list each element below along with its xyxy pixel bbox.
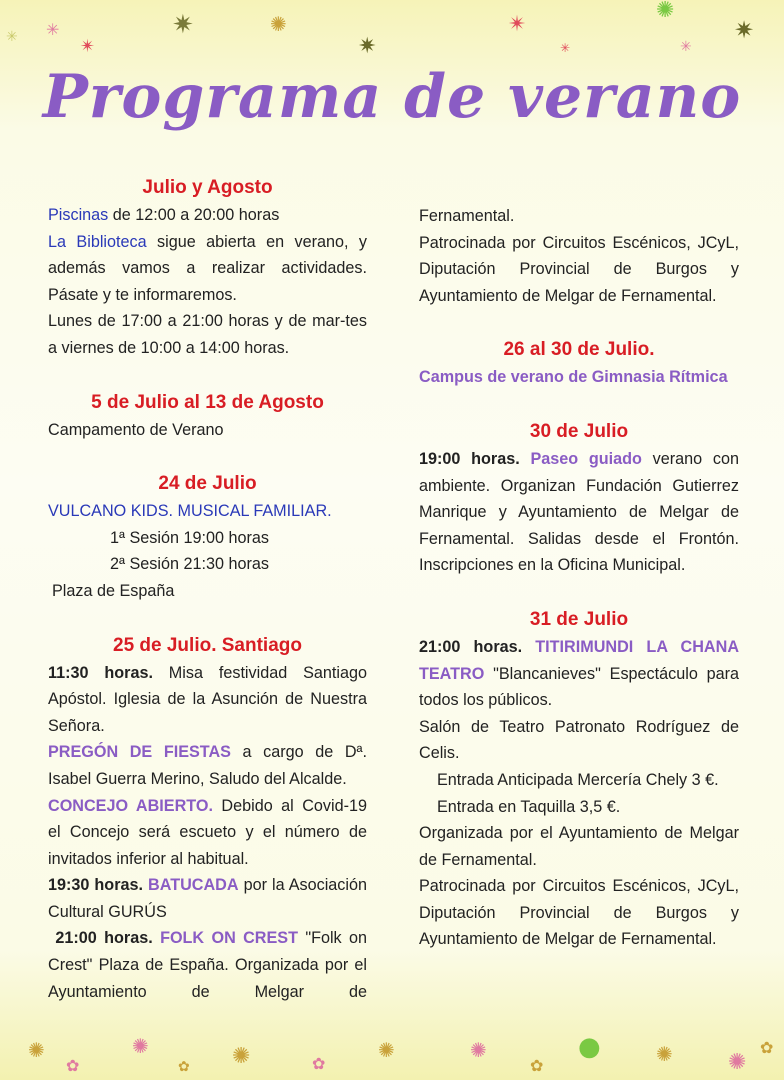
section-heading: 30 de Julio: [529, 420, 629, 442]
star-icon: ✺: [270, 12, 287, 36]
paragraph: Organizada por el Ayuntamiento de Melgar de Fernamental.: [419, 824, 739, 869]
paragraph: Plaza de España: [52, 581, 175, 600]
section-heading: 24 de Julio: [158, 473, 257, 495]
paragraph: Patrocinada por Circuitos Escénicos, JCyL, Diputación Provincial de Burgos y Ayuntamiento de Melgar de Fernamental.: [419, 877, 739, 949]
paragraph: Campamento de Verano: [48, 420, 224, 439]
star-icon: ✳: [6, 29, 18, 45]
highlight-text: Paseo guiado: [530, 449, 642, 468]
section-heading: 31 de Julio: [529, 608, 629, 630]
body-text: Misa festividad Santiago Apóstol. Iglesia de la Asunción de Nuestra Señora.: [48, 663, 367, 735]
body-text: de 12:00 a 20:00 horas: [108, 206, 280, 224]
paragraph: [48, 660, 367, 740]
highlight-text: TITIRIMUNDI LA CHANA TEATRO: [419, 637, 740, 683]
time-label: 11:30 horas.: [48, 663, 153, 682]
time-label: 19:00 horas.: [419, 449, 520, 468]
time-label: 21:00 horas.: [55, 929, 153, 948]
flower-icon: ✿: [178, 1059, 190, 1075]
paragraph: Lunes de 17:00 a 21:00 horas y de mar-tes a viernes de 10:00 a 14:00 horas.: [48, 312, 367, 357]
section-heading: 25 de Julio. Santiago: [113, 634, 302, 656]
paragraph: Entrada Anticipada Mercería Chely 3 €.: [437, 770, 719, 789]
page-title: Programa de verano: [42, 62, 742, 132]
highlight-text: PREGÓN DE FIESTAS: [48, 743, 231, 762]
paragraph: 2ª Sesión 21:30 horas: [110, 555, 269, 574]
flower-icon: ✿: [66, 1056, 80, 1075]
flower-icon: ✿: [760, 1038, 774, 1057]
star-icon: ✷: [172, 10, 194, 40]
star-icon: ✷: [358, 34, 377, 59]
paragraph: [419, 634, 739, 714]
time-label: 19:30 horas.: [48, 876, 143, 895]
paragraph: VULCANO KIDS. MUSICAL FAMILIAR.: [48, 502, 332, 521]
flower-icon: ✺: [656, 1042, 673, 1066]
flower-icon: ✺: [232, 1044, 251, 1069]
body-text: verano con ambiente. Organizan Fundación Gutierrez Manrique y Ayuntamiento de Melgar de Fernamental. Salidas desde el Frontón. Inscripciones en la Oficina Municipal.: [419, 449, 739, 575]
star-icon: ✴: [508, 12, 527, 37]
link-text: Piscinas: [48, 206, 109, 224]
flower-icon: ✿: [530, 1056, 544, 1075]
body-text: a cargo de Dª. Isabel Guerra Merino, Saludo del Alcalde.: [48, 743, 367, 788]
paragraph: [48, 872, 367, 925]
star-icon: ✳: [560, 41, 571, 55]
star-icon: ✺: [656, 0, 675, 23]
flower-icon: ✺: [728, 1050, 747, 1075]
paragraph: Fernamental.: [419, 207, 515, 225]
section-heading: 5 de Julio al 13 de Agosto: [91, 391, 324, 413]
flower-icon: ●: [578, 1032, 601, 1062]
star-icon: ✷: [734, 16, 755, 44]
paragraph: Campus de verano de Gimnasia Rítmica: [419, 368, 728, 387]
body-text: sigue abierta en verano, y además vamos a realizar actividades. Pásate y te informaremos.: [48, 232, 367, 304]
highlight-text: BATUCADA: [148, 876, 239, 895]
highlight-text: CONCEJO ABIERTO.: [48, 796, 213, 815]
flower-icon: ✺: [28, 1038, 45, 1062]
paragraph: [48, 793, 367, 873]
star-icon: ✳: [46, 20, 60, 39]
highlight-text: FOLK ON CREST: [160, 929, 298, 948]
star-icon: ✳: [680, 39, 692, 55]
right-column: [419, 203, 739, 953]
paragraph: Entrada en Taquilla 3,5 €.: [437, 797, 621, 816]
section-heading: 26 al 30 de Julio.: [503, 339, 655, 361]
body-text: por la Asociación Cultural GURÚS: [48, 876, 367, 921]
paragraph: [48, 229, 367, 309]
flower-icon: ✿: [312, 1054, 326, 1073]
paragraph: [48, 202, 367, 229]
body-text: "Blancanieves" Espectáculo para todos los públicos.: [419, 664, 739, 710]
left-column: [48, 174, 367, 1005]
paragraph: 1ª Sesión 19:00 horas: [110, 528, 269, 547]
body-text: Debido al Covid-19 el Concejo será escueto y el número de invitados inferior al habitual.: [48, 796, 368, 868]
flower-icon: ✺: [132, 1034, 149, 1058]
paragraph: [48, 925, 367, 1005]
flower-icon: ✺: [378, 1038, 395, 1062]
link-text: La Biblioteca: [48, 232, 147, 251]
paragraph: Patrocinada por Circuitos Escénicos, JCyL, Diputación Provincial de Burgos y Ayuntamiento de Melgar de Fernamental.: [419, 233, 739, 305]
paragraph: [48, 739, 367, 792]
body-text: "Folk on Crest" Plaza de España. Organizada por el Ayuntamiento de Melgar de: [48, 929, 368, 1001]
section-heading: Julio y Agosto: [142, 177, 273, 198]
star-icon: ✴: [80, 36, 96, 57]
paragraph: Salón de Teatro Patronato Rodríguez de Celis.: [419, 717, 739, 763]
paragraph: [419, 446, 739, 579]
time-label: 21:00 horas.: [419, 637, 523, 656]
flower-icon: ✺: [470, 1038, 487, 1062]
